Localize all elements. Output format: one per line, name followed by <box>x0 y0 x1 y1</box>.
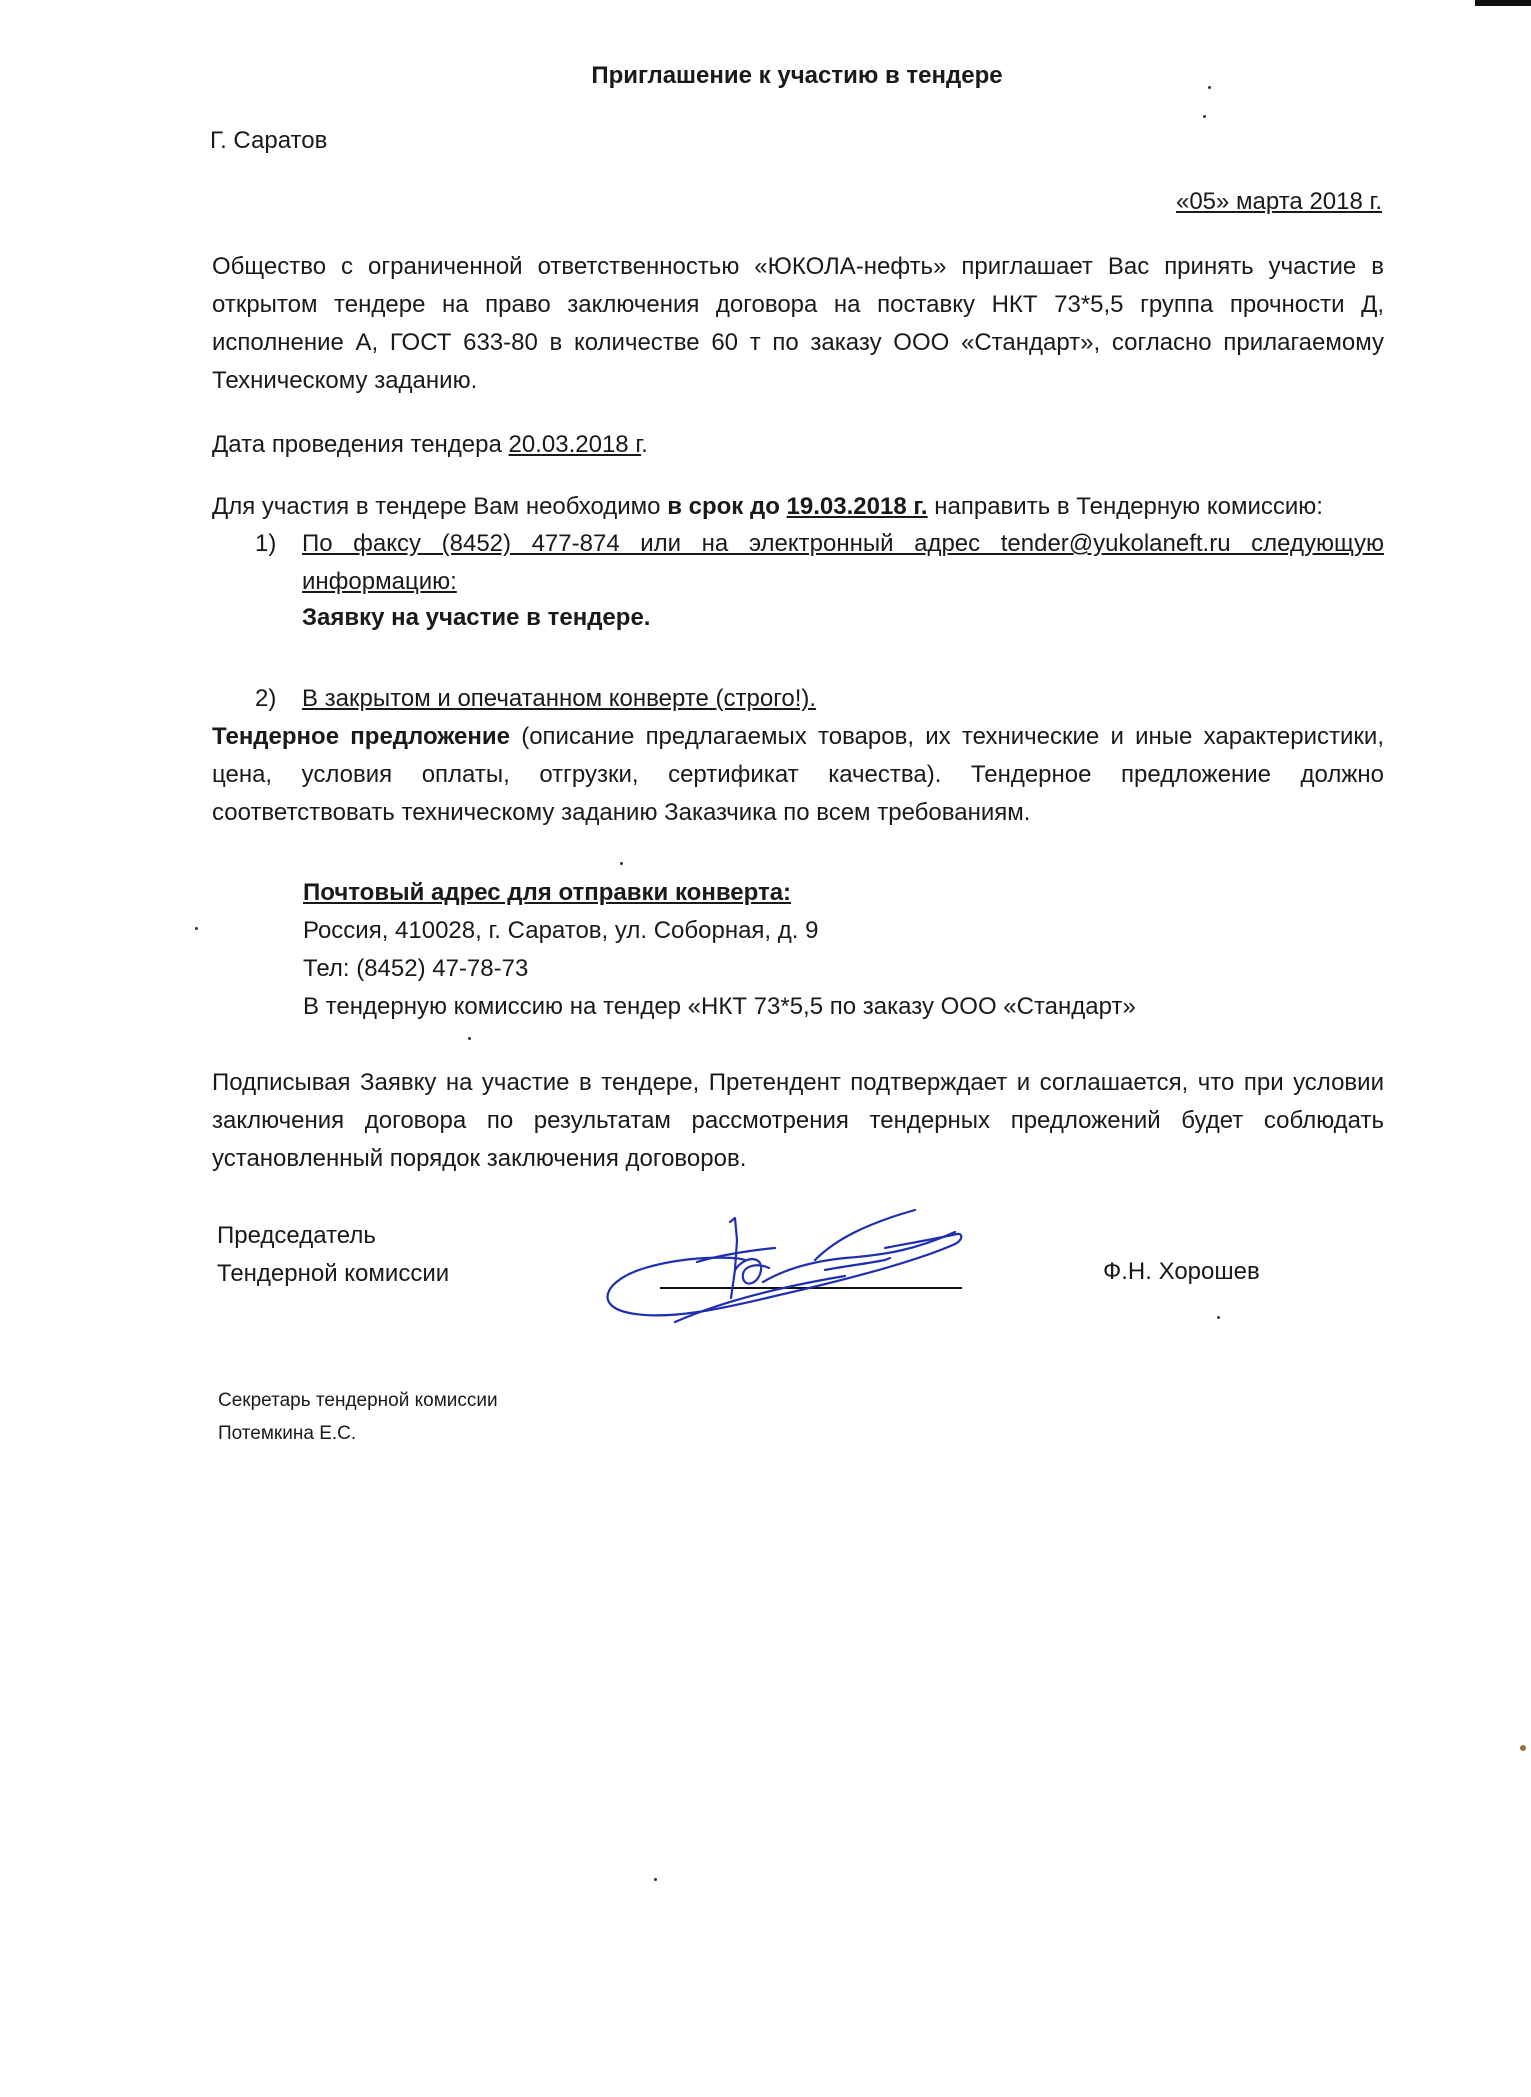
requirements-line <box>212 488 1384 526</box>
scan-speck <box>1203 115 1206 118</box>
offer-bold-lead: Тендерное предложение <box>212 723 510 750</box>
list-item-envelope <box>255 680 1384 718</box>
document-title: Приглашение к участию в тендере <box>591 62 1003 89</box>
offer-paragraph <box>212 718 1384 832</box>
city: Г. Саратов <box>210 127 328 154</box>
tender-date-label: Дата проведения тендера <box>212 431 509 458</box>
list-item-text: По факсу (8452) 477-874 или на электронный адрес tender@yukolaneft.ru следующую информацию: <box>302 530 1384 595</box>
signatory-role-line1: Председатель <box>217 1222 376 1249</box>
list-item-text: В закрытом и опечатанном конверте (строго!). <box>302 685 817 712</box>
secretary-name: Потемкина Е.С. <box>218 1423 357 1444</box>
mailing-recipient: В тендерную комиссию на тендер «НКТ 73*5,5 по заказу ООО «Стандарт» <box>303 993 1136 1020</box>
offer-text: (описание предлагаемых товаров, их технические и иные характеристики, цена, условия оплаты, отгрузки, сертификат качества). Тендерное предложение должно соответствовать техническому заданию Заказчика по всем требованиям. <box>212 723 1384 826</box>
scan-edge-mark <box>1475 0 1531 6</box>
mailing-heading: Почтовый адрес для отправки конверта: <box>303 879 792 906</box>
scan-speck <box>654 1878 657 1881</box>
tender-date-end: . <box>641 431 648 458</box>
scan-speck <box>1208 86 1211 89</box>
deadline-value: 19.03.2018 г. <box>786 493 928 520</box>
requirements-tail: направить в Тендерную комиссию: <box>927 493 1323 520</box>
signatory-name: Ф.Н. Хорошев <box>1103 1258 1260 1285</box>
scan-speck <box>468 1037 471 1040</box>
application-note: Заявку на участие в тендере. <box>302 604 651 631</box>
document-date: «05» марта 2018 г. <box>1175 188 1382 215</box>
list-number: 2) <box>255 685 277 712</box>
scan-speck <box>1520 1745 1526 1751</box>
intro-paragraph: Общество с ограниченной ответственностью «ЮКОЛА-нефть» приглашает Вас принять участие в открытом тендере на право заключения договора на поставку НКТ 73*5,5 группа прочности Д, исполнение А, ГОСТ 633-80 в количестве 60 т по заказу ООО «Стандарт», согласно прилагаемому Техническому заданию. <box>212 253 1384 394</box>
scan-speck <box>1217 1316 1220 1319</box>
signatory-role-line2: Тендерной комиссии <box>217 1260 450 1287</box>
list-number: 1) <box>255 530 277 557</box>
handwritten-signature <box>585 1200 985 1360</box>
mailing-phone: Тел: (8452) 47-78-73 <box>303 955 529 982</box>
deadline-label: в срок до <box>667 493 787 520</box>
list-item-fax <box>255 525 1384 601</box>
mailing-address: Россия, 410028, г. Саратов, ул. Соборная, д. 9 <box>303 917 819 944</box>
requirements-lead: Для участия в тендере Вам необходимо <box>212 493 668 520</box>
tender-date-value: 20.03.2018 г <box>508 431 642 458</box>
secretary-role: Секретарь тендерной комиссии <box>218 1390 498 1411</box>
scan-speck <box>195 927 198 930</box>
tender-date-line <box>212 426 1384 464</box>
scan-speck <box>620 862 623 865</box>
closing-paragraph: Подписывая Заявку на участие в тендере, Претендент подтверждает и соглашается, что при условии заключения договора по результатам рассмотрения тендерных предложений будет соблюдать установленный порядок заключения договоров. <box>212 1069 1384 1172</box>
